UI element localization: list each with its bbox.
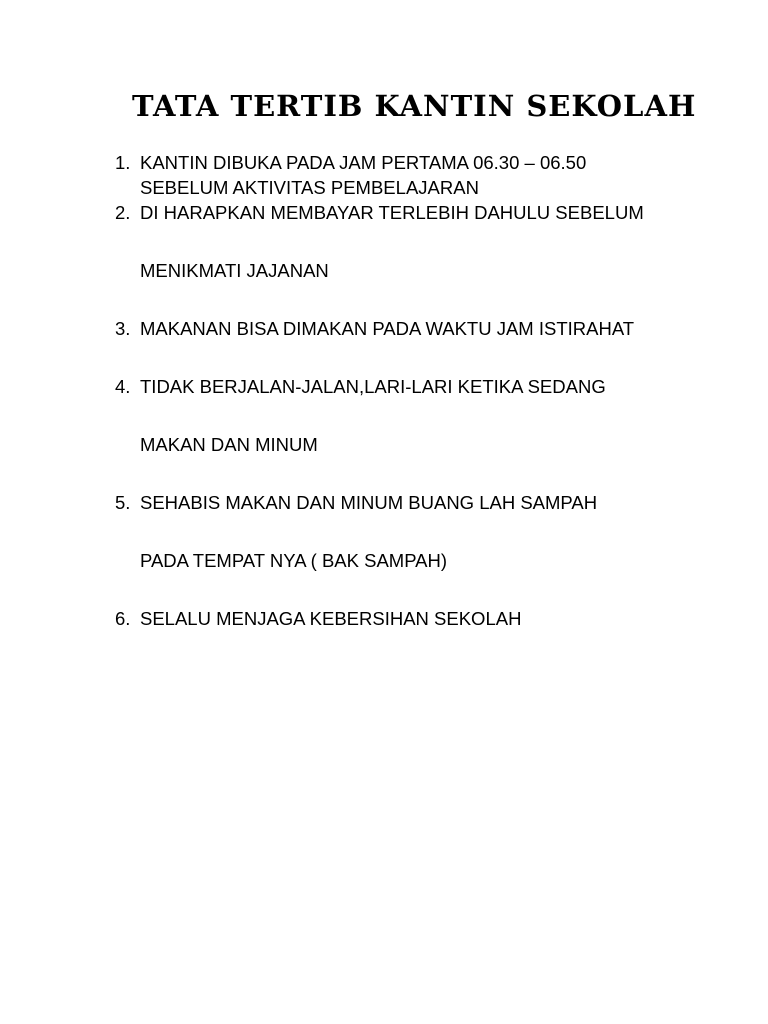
rule-number: 3. — [115, 318, 131, 339]
rule-text-line: SEHABIS MAKAN DAN MINUM BUANG LAH SAMPAH — [140, 492, 598, 513]
rule-item-2 — [115, 200, 735, 283]
rules-list — [115, 150, 735, 631]
rule-number: 1. — [115, 152, 131, 173]
rule-number: 2. — [115, 202, 131, 223]
rule-text-line: KANTIN DIBUKA PADA JAM PERTAMA 06.30 – 06.50 — [140, 152, 587, 173]
document-title: TATA TERTIB KANTIN SEKOLAH — [132, 89, 697, 123]
rule-item-6 — [115, 606, 735, 631]
rule-item-5 — [115, 490, 735, 573]
rule-number: 4. — [115, 376, 131, 397]
rule-item-3 — [115, 316, 735, 341]
rule-item-4 — [115, 374, 735, 457]
rule-number: 5. — [115, 492, 131, 513]
rule-item-1 — [115, 150, 735, 200]
rule-text-line: DI HARAPKAN MEMBAYAR TERLEBIH DAHULU SEBELUM — [140, 202, 644, 223]
rule-text-line: MAKAN DAN MINUM — [140, 434, 318, 455]
rule-text-line: MENIKMATI JAJANAN — [140, 260, 329, 281]
rule-number: 6. — [115, 608, 131, 629]
rule-text-line: PADA TEMPAT NYA ( BAK SAMPAH) — [140, 550, 448, 571]
rule-text-line: TIDAK BERJALAN-JALAN,LARI-LARI KETIKA SEDANG — [140, 376, 606, 397]
rule-text-line: MAKANAN BISA DIMAKAN PADA WAKTU JAM ISTIRAHAT — [140, 318, 635, 339]
rule-text-line: SELALU MENJAGA KEBERSIHAN SEKOLAH — [140, 608, 522, 629]
rule-text-line: SEBELUM AKTIVITAS PEMBELAJARAN — [140, 177, 479, 198]
